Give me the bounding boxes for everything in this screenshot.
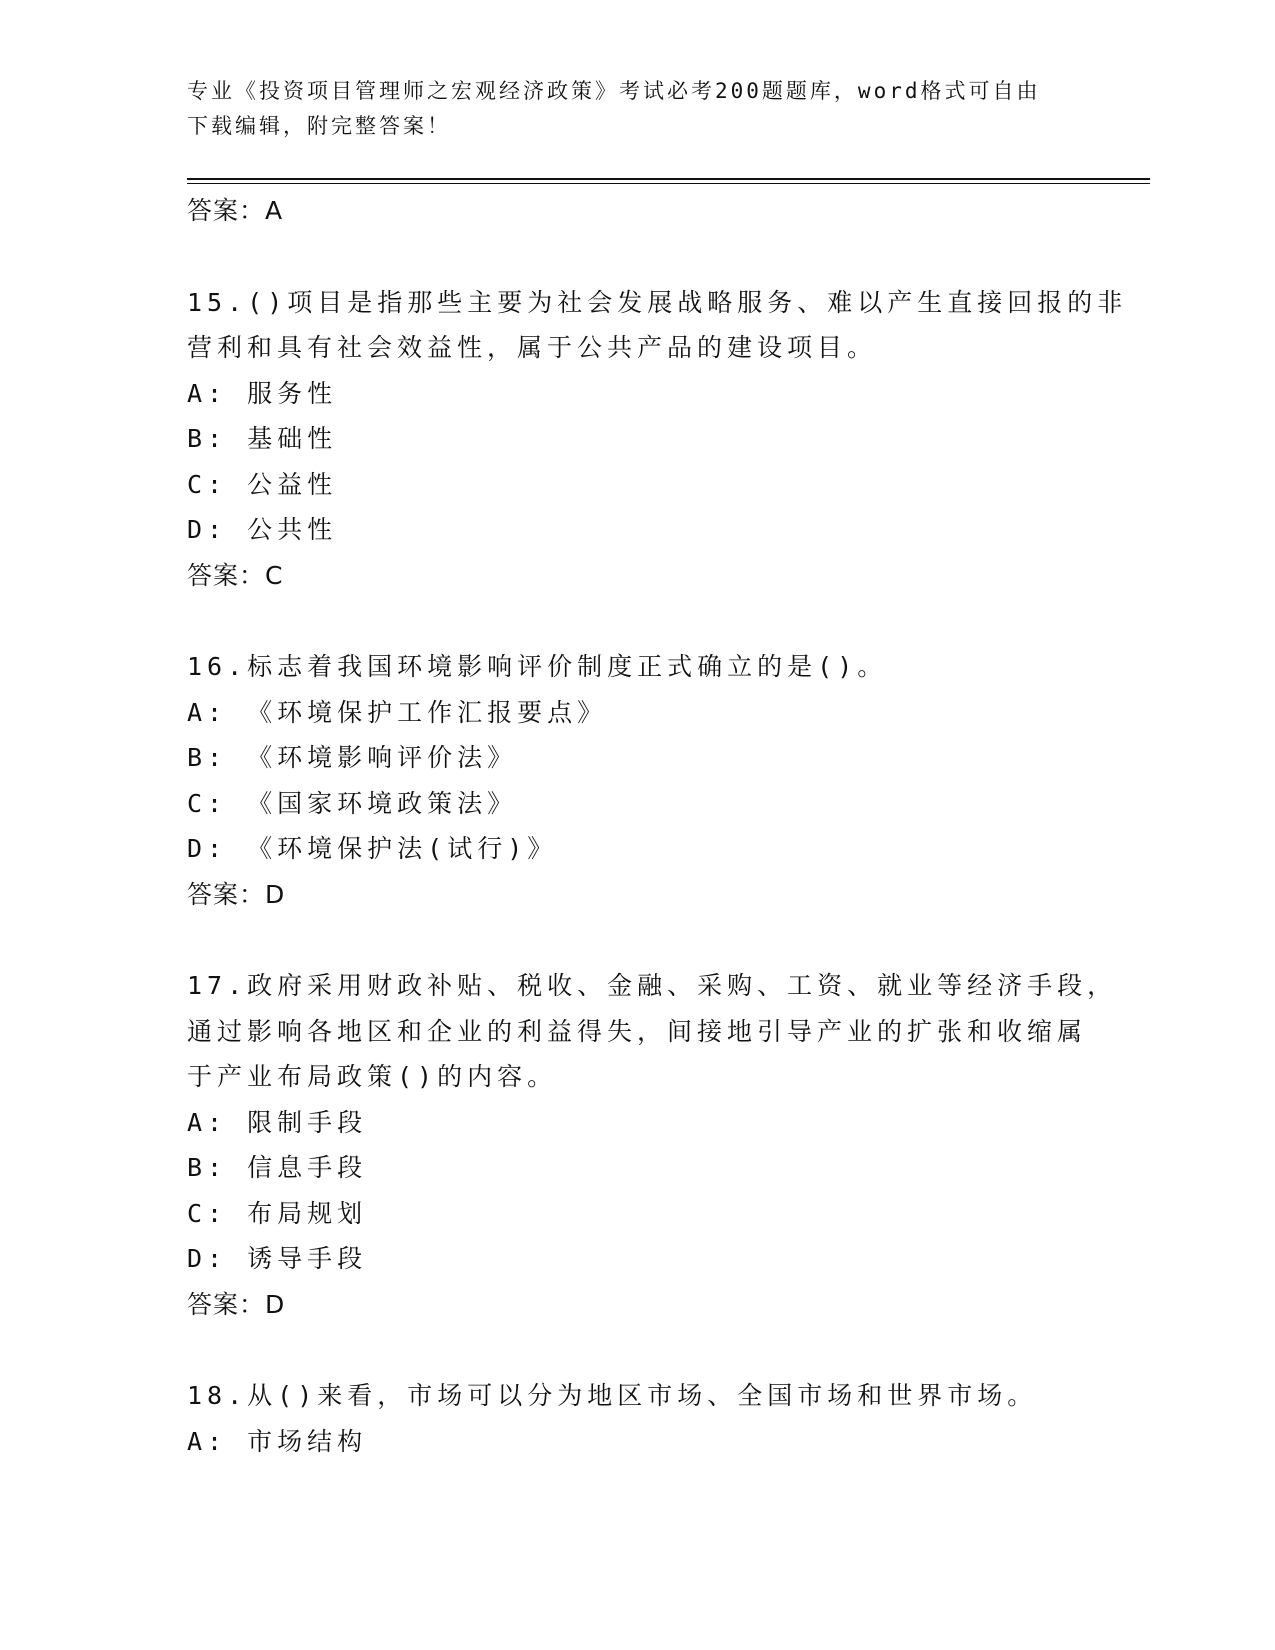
option-a: A: 服务性 — [187, 378, 338, 408]
option-d: D: 诱导手段 — [187, 1244, 368, 1273]
spacer — [187, 917, 1087, 963]
option-c: C: 公益性 — [187, 469, 338, 499]
question-18 — [187, 1373, 1087, 1464]
question-text-line: 营利和具有社会效益性，属于公共产品的建设项目。 — [187, 333, 878, 362]
option-a: A: 市场结构 — [187, 1426, 368, 1456]
option-a: A: 限制手段 — [187, 1107, 368, 1137]
header-line-2: 下载编辑，附完整答案！ — [187, 114, 451, 138]
option-c: C: 布局规划 — [187, 1198, 368, 1228]
spacer — [187, 1327, 1087, 1373]
option-d: D: 《环境保护法(试行)》 — [187, 834, 558, 863]
question-list — [187, 188, 1128, 1464]
option-b: B: 基础性 — [187, 424, 338, 453]
answer-line: 答案：C — [187, 560, 284, 590]
option-c: C: 《国家环境政策法》 — [187, 788, 518, 818]
question-text-line: 15.()项目是指那些主要为社会发展战略服务、难以产生直接回报的非 — [187, 287, 1128, 317]
option-a: A: 《环境保护工作汇报要点》 — [187, 697, 608, 727]
spacer — [187, 598, 1087, 644]
answer-line: 答案：D — [187, 1289, 286, 1319]
question-text-line: 18.从()来看，市场可以分为地区市场、全国市场和世界市场。 — [187, 1381, 1038, 1410]
question-text-line: 17.政府采用财政补贴、税收、金融、采购、工资、就业等经济手段， — [187, 971, 1118, 1000]
option-d: D: 公共性 — [187, 515, 338, 544]
previous-answer: 答案：A — [187, 196, 284, 225]
header-rule-thin — [187, 183, 1150, 184]
answer-line: 答案：D — [187, 879, 286, 909]
header-rule-thick — [187, 178, 1150, 180]
spacer — [187, 234, 1087, 280]
question-16 — [187, 644, 1087, 917]
option-b: B: 《环境影响评价法》 — [187, 743, 518, 772]
question-text-line: 通过影响各地区和企业的利益得失，间接地引导产业的扩张和收缩属 — [187, 1016, 1088, 1046]
option-b: B: 信息手段 — [187, 1153, 368, 1182]
document-header — [187, 74, 1087, 144]
question-text-line: 于产业布局政策()的内容。 — [187, 1062, 558, 1091]
question-17 — [187, 963, 1118, 1327]
question-15 — [187, 280, 1128, 599]
header-line-1: 专业《投资项目管理师之宏观经济政策》考试必考200题题库，word格式可自由 — [187, 79, 1041, 103]
question-text-line: 16.标志着我国环境影响评价制度正式确立的是()。 — [187, 652, 888, 681]
